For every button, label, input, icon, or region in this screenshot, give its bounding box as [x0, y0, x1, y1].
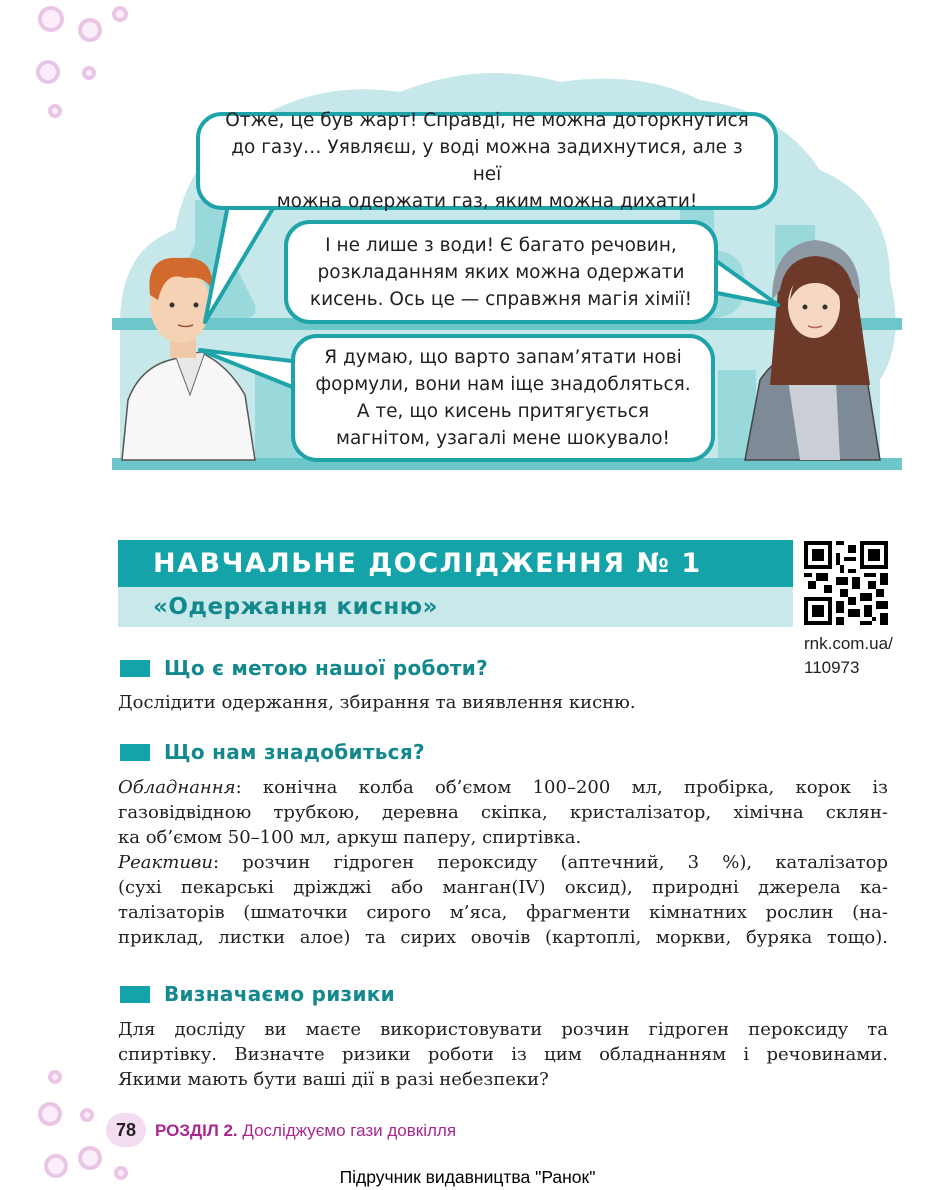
- publisher-note: Підручник видавництва "Ранок": [339, 1167, 596, 1187]
- text-line: газовідвідною трубкою, деревна скіпка, кристалізатор, хімічна склян-: [118, 802, 888, 823]
- section-title: Досліджуємо гази довкілля: [237, 1121, 457, 1140]
- section-heading-text: Визначаємо ризики: [164, 982, 395, 1006]
- text-line: Для досліду ви маєте використовувати розчин гідроген пероксиду та: [118, 1019, 888, 1040]
- reagents-label: Реактиви: [118, 852, 213, 873]
- decorative-dot: [48, 1070, 62, 1084]
- section-goal-heading: [120, 653, 488, 683]
- page-number: 78: [106, 1113, 146, 1147]
- equipment-label: Обладнання: [118, 777, 236, 798]
- equipment-text: : конічна колба об’ємом 100–200 мл, пробірка, корок із: [235, 777, 888, 798]
- text-line: Якими мають бути ваші дії в разі небезпеки?: [118, 1069, 549, 1090]
- needs-text: [118, 775, 888, 950]
- section-heading-text: Що нам знадобиться?: [164, 740, 425, 764]
- bubble-line: можна одержати газ, яким можна дихати!: [276, 191, 698, 212]
- text-line: (сухі пекарські дріжджі або манган(IV) оксид), природні джерела ка-: [118, 877, 888, 898]
- qr-link[interactable]: [804, 632, 893, 680]
- qr-link-line: rnk.com.ua/: [804, 634, 893, 653]
- bubble-line: А те, що кисень притягується: [356, 401, 650, 422]
- text-line: [118, 850, 888, 875]
- speech-bubble-3: [291, 334, 715, 462]
- running-footer: [155, 1119, 456, 1143]
- comic-illustration: [0, 0, 935, 480]
- text-line: Дослідити одержання, збирання та виявлення кисню.: [118, 692, 636, 713]
- section-needs-heading: [120, 737, 425, 767]
- bubble-line: розкладанням яких можна одержати: [317, 261, 685, 283]
- bubble-line: магнітом, узагалі мене шокувало!: [336, 428, 670, 449]
- qr-code-icon[interactable]: [804, 541, 888, 625]
- text-line: талізаторів (шматочки сирого м’яса, фрагменти кімнатних рослин (на-: [118, 902, 888, 923]
- reagents-text: : розчин гідроген пероксиду (аптечний, 3 %), каталізатор: [212, 852, 888, 873]
- decorative-dot: [80, 1108, 94, 1122]
- section-marker: [120, 986, 150, 1003]
- speech-bubble-1: [196, 112, 778, 210]
- research-subtitle: «Одержання кисню»: [153, 594, 438, 620]
- qr-link-line: 110973: [804, 658, 860, 677]
- section-label: РОЗДІЛ 2.: [155, 1121, 238, 1140]
- research-title: НАВЧАЛЬНЕ ДОСЛІДЖЕННЯ № 1: [153, 548, 702, 579]
- section-marker: [120, 660, 150, 677]
- bubble-line: І не лише з води! Є багато речовин,: [325, 234, 677, 256]
- section-heading-text: Що є метою нашої роботи?: [164, 656, 488, 680]
- bubble-line: кисень. Ось це — справжня магія хімії!: [309, 288, 693, 310]
- bubble-line: Я думаю, що варто запам’ятати нові: [324, 347, 682, 368]
- text-line: приклад, листки алое) та сирих овочів (картоплі, моркви, буряка тощо).: [118, 927, 888, 948]
- goal-text: [118, 690, 888, 715]
- section-marker: [120, 744, 150, 761]
- decorative-dot: [38, 1102, 62, 1126]
- text-line: [118, 775, 888, 800]
- text-line: спиртівку. Визначте ризики роботи із цим обладнанням і речовинами.: [118, 1044, 888, 1065]
- bubble-line: формули, вони нам іще знадобляться.: [315, 374, 691, 395]
- bubble-line: до газу… Уявляєш, у воді можна задихнутися, але з неї: [231, 137, 743, 185]
- bubble-line: Отже, це був жарт! Справді, не можна доторкнутися: [225, 110, 749, 131]
- section-risks-heading: [120, 979, 395, 1009]
- risks-text: [118, 1017, 888, 1092]
- speech-bubble-2: [284, 220, 718, 324]
- text-line: ка об’ємом 50–100 мл, аркуш паперу, спиртівка.: [118, 827, 582, 848]
